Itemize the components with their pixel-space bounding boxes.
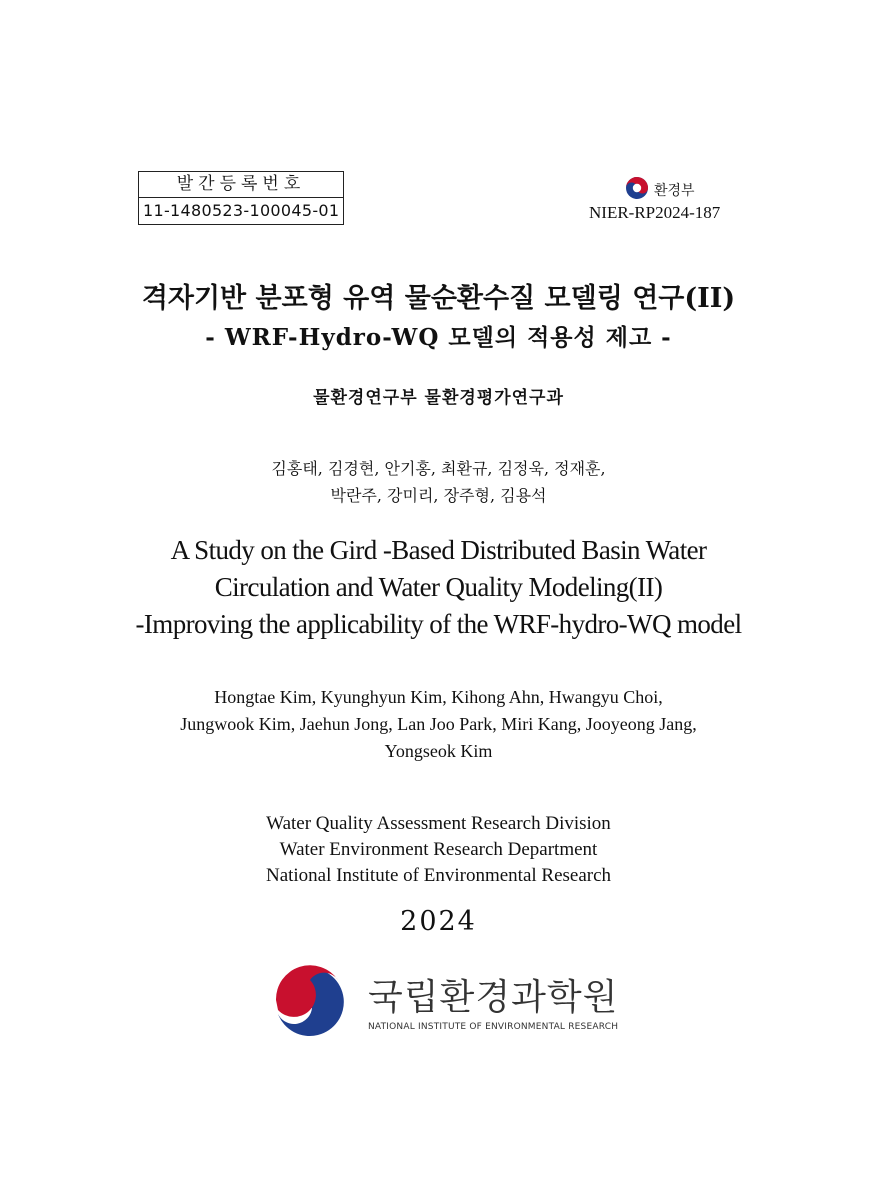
publication-year: 2024 [400, 906, 477, 937]
korean-authors-line: 박란주, 강미리, 장주형, 김용석 [330, 486, 547, 505]
english-authors-line: Hongtae Kim, Kyunghyun Kim, Kihong Ahn, Hwangyu Choi, [214, 687, 663, 707]
english-title-line: Circulation and Water Quality Modeling(II) [214, 572, 663, 602]
korean-subtitle: - WRF-Hydro-WQ 모델의 적용성 제고 - [205, 324, 672, 351]
english-authors-line: Yongseok Kim [384, 741, 493, 761]
organization-department: Water Environment Research Department [279, 839, 598, 860]
english-authors-line: Jungwook Kim, Jaehun Jong, Lan Joo Park, Miri Kang, Jooyeong Jang, [180, 714, 697, 734]
taegeuk-emblem-icon [268, 960, 352, 1048]
korean-authors-line: 김홍태, 김경현, 안기홍, 최환규, 김정욱, 정재훈, [271, 459, 606, 478]
institute-english-name: NATIONAL INSTITUTE OF ENVIRONMENTAL RESEARCH [368, 1022, 619, 1032]
organization-division: Water Quality Assessment Research Division [266, 813, 611, 834]
publication-registration-number: 11-1480523-100045-01 [143, 201, 340, 220]
korean-authors [0, 455, 877, 509]
report-number: NIER-RP2024-187 [589, 203, 721, 222]
english-title-line: -Improving the applicability of the WRF-hydro-WQ model [135, 609, 742, 639]
ministry-name: 환경부 [654, 183, 695, 199]
publication-registration-box [138, 171, 344, 225]
english-authors [0, 684, 877, 765]
institute-logo [268, 960, 618, 1048]
taegeuk-emblem-icon [625, 176, 649, 204]
ministry-logo [625, 176, 695, 204]
english-organization [0, 811, 877, 889]
organization-institute: National Institute of Environmental Research [265, 865, 612, 886]
korean-department: 물환경연구부 물환경평가연구과 [313, 388, 564, 408]
english-title [0, 532, 877, 643]
institute-korean-name: 국립환경과학원 [368, 977, 619, 1018]
korean-title: 격자기반 분포형 유역 물순환수질 모델링 연구(II) [141, 283, 736, 314]
publication-registration-label: 발간등록번호 [139, 172, 343, 198]
english-title-line: A Study on the Gird -Based Distributed Basin Water [170, 535, 707, 565]
